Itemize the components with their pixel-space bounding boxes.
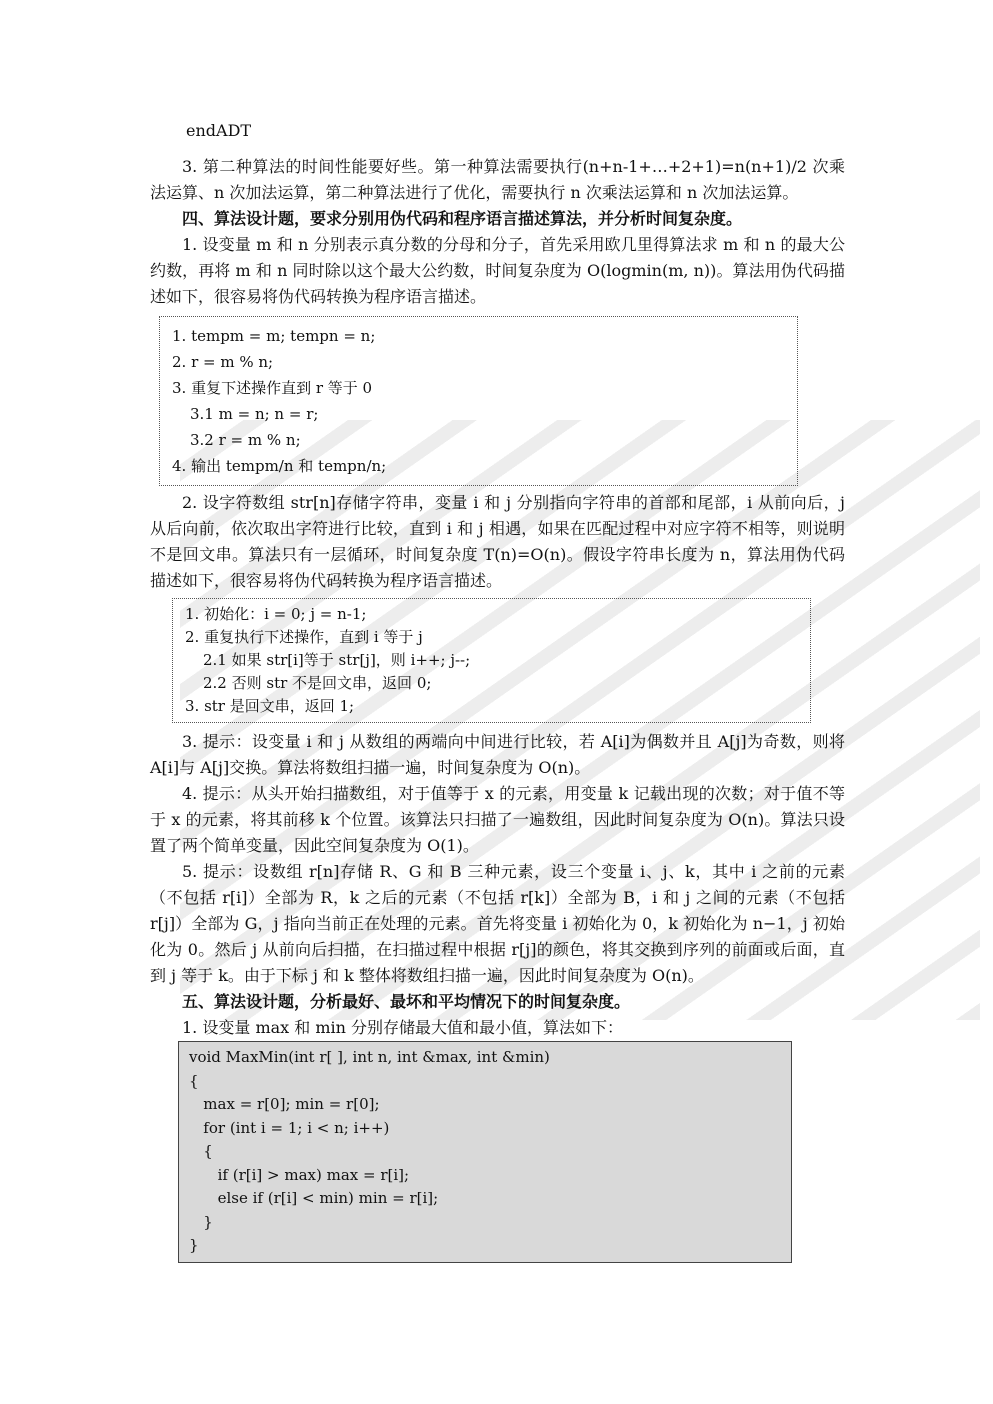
section-heading-4: 四、算法设计题，要求分别用伪代码和程序语言描述算法，并分析时间复杂度。 — [182, 209, 743, 228]
section-heading-5: 五、算法设计题，分析最好、最坏和平均情况下的时间复杂度。 — [182, 992, 631, 1011]
pseudo-line: 3. str 是回文串，返回 1; — [185, 697, 355, 715]
question-2-answer: 2. 设字符数组 str[n]存储字符串，变量 i 和 j 分别指向字符串的首部和尾部，i 从前向后，j 从后向前，依次取出字符进行比较，直到 i 和 j 相遇，如果在匹配过程中对应字符不相等，则说明不是回文串。算法只有一层循环，时间复杂度 T(n)=O(n)。假设字符串长度为 n，算法用伪代码描述如下，很容易将伪代码转换为程序语言描述。 — [150, 493, 845, 590]
pseudo-line: 3.1 m = n; n = r; — [190, 405, 319, 423]
code-line: } — [189, 1212, 213, 1231]
pseudocode-box-1 — [159, 316, 798, 486]
pseudo-line: 1. tempm = m; tempn = n; — [172, 327, 376, 345]
pseudo-line: 3. 重复下述操作直到 r 等于 0 — [172, 379, 373, 397]
pseudo-line: 2. 重复执行下述操作，直到 i 等于 j — [185, 628, 423, 646]
question-1-answer: 1. 设变量 m 和 n 分别表示真分数的分母和分子，首先采用欧几里得算法求 m 和 n 的最大公约数，再将 m 和 n 同时除以这个最大公约数，时间复杂度为 O(logmin(m, n))。算法用伪代码描述如下，很容易将伪代码转换为程序语言描述。 — [150, 235, 845, 306]
pseudocode-box-2 — [172, 598, 811, 723]
code-line: max = r[0]; min = r[0]; — [189, 1095, 380, 1113]
answer-3: 3. 第二种算法的时间性能要好些。第一种算法需要执行(n+n-1+…+2+1)=n(n+1)/2 次乘法运算、n 次加法运算，第二种算法进行了优化，需要执行 n 次乘法运算和 n 次加法运算。 — [150, 157, 845, 202]
pseudo-line: 1. 初始化：i = 0; j = n-1; — [185, 605, 367, 623]
page-content — [150, 118, 845, 1263]
code-line: { — [189, 1071, 199, 1090]
code-line: void MaxMin(int r[ ], int n, int &max, int &min) — [189, 1048, 550, 1066]
pseudo-line: 2.2 否则 str 不是回文串，返回 0; — [203, 674, 432, 692]
code-line: } — [189, 1236, 199, 1254]
pseudo-line: 4. 输出 tempm/n 和 tempn/n; — [172, 457, 387, 475]
code-line: else if (r[i] < min) min = r[i]; — [189, 1189, 439, 1207]
code-block — [178, 1041, 792, 1263]
code-line: { — [189, 1142, 213, 1160]
question-3-answer: 3. 提示：设变量 i 和 j 从数组的两端向中间进行比较，若 A[i]为偶数并且 A[j]为奇数，则将 A[i]与 A[j]交换。算法将数组扫描一遍，时间复杂度为 O(n)。 — [150, 732, 845, 777]
question-4-answer: 4. 提示：从头开始扫描数组，对于值等于 x 的元素，用变量 k 记载出现的次数；对于值不等于 x 的元素，将其前移 k 个位置。该算法只扫描了一遍数组，因此时间复杂度为 O(n)。算法只设置了两个简单变量，因此空间复杂度为 O(1)。 — [150, 784, 845, 855]
code-line: if (r[i] > max) max = r[i]; — [189, 1165, 410, 1184]
question-5-answer: 5. 提示：设数组 r[n]存储 R、G 和 B 三种元素，设三个变量 i、j、k，其中 i 之前的元素（不包括 r[i]）全部为 R，k 之后的元素（不包括 r[k]）全部为 B，i 和 j 之间的元素（不包括 r[j]）全部为 G，j 指向当前正在处理的元素。首先将变量 i 初始化为 0，k 初始化为 n−1，j 初始化为 0。然后 j 从前向后扫描，在扫描过程中根据 r[j]的颜色，将其交换到序列的前面或后面，直到 j 等于 k。由于下标 j 和 k 整体将数组扫描一遍，因此时间复杂度为 O(n)。 — [150, 862, 845, 985]
question-6-answer: 1. 设变量 max 和 min 分别存储最大值和最小值，算法如下： — [182, 1018, 624, 1037]
end-adt: endADT — [186, 121, 252, 140]
pseudo-line: 2.1 如果 str[i]等于 str[j]，则 i++; j--; — [203, 651, 471, 669]
pseudo-line: 2. r = m % n; — [172, 353, 274, 371]
pseudo-line: 3.2 r = m % n; — [190, 431, 301, 449]
code-line: for (int i = 1; i < n; i++) — [189, 1118, 390, 1137]
